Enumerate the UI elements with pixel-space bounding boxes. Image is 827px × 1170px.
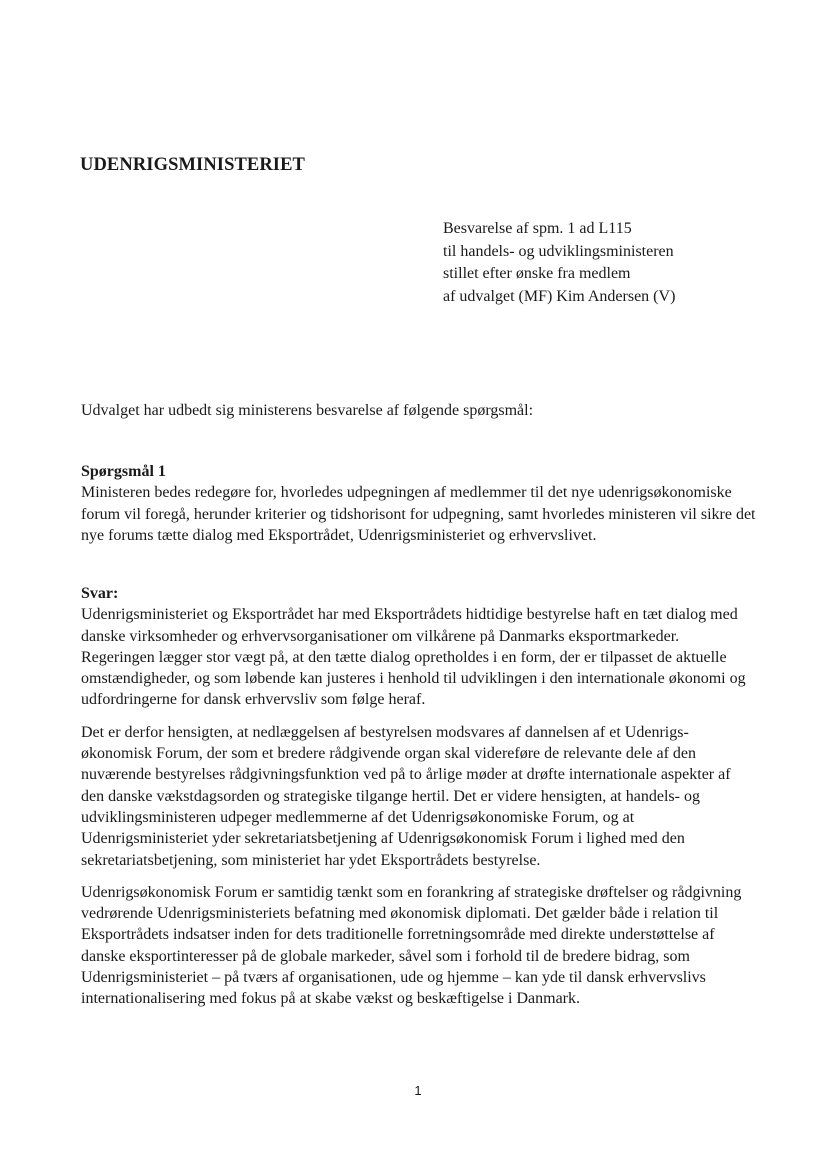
recipient-line: Besvarelse af spm. 1 ad L115 <box>443 220 632 237</box>
recipient-line: af udvalget (MF) Kim Andersen (V) <box>443 287 676 305</box>
recipient-block <box>443 218 675 308</box>
answer-heading: Svar: <box>81 585 119 602</box>
question-heading: Spørgsmål 1 <box>81 463 166 480</box>
answer-paragraph: Udenrigsministeriet og Eksportrådet har med Eksportrådets hidtidige bestyrelse haft en tæt dialog med danske virksomheder og erhvervsorganisationer om vilkårene på Danmarks eksportmarkeder. Regeringen lægger stor vægt på, at den tætte dialog opretholdes i en form, der er tilpasset de aktuelle omstændigheder, og som løbende kan justeres i henhold til udviklingen i den internationale økonomi og udfordringerne for dansk erhvervsliv som følge heraf. <box>81 606 746 709</box>
answer-paragraph: Det er derfor hensigten, at nedlæggelsen af bestyrelsen modsvares af dannelsen af et Udenrigs-økonomisk Forum, der som et bredere rådgivende organ skal videreføre de relevante dele af den nuværende bestyrelses rådgivningsfunktion ved på to årlige møder at drøfte internationale aspekter af den danske vækstdagsorden og strategiske tilgange hertil. Det er videre hensigten, at handels- og udviklingsministeren udpeger medlemmerne af det Udenrigsøkonomiske Forum, og at Udenrigsministeriet yder sekretariatsbetjening af Udenrigsøkonomisk Forum i lighed med den sekretariatsbetjening, som ministeriet har ydet Eksportrådets bestyrelse. <box>81 723 731 869</box>
question-text: Ministeren bedes redegøre for, hvorledes udpegningen af medlemmer til det nye udenrigsøkonomiske forum vil foregå, herunder kriterier og tidshorisont for udpegning, samt hvorledes ministeren vil sikre det nye forums tætte dialog med Eksportrådet, Udenrigsministeriet og erhvervslivet. <box>81 484 756 544</box>
recipient-line: stillet efter ønske fra medlem <box>443 265 631 282</box>
question-section <box>81 461 756 546</box>
page-number: 1 <box>414 1083 422 1098</box>
answer-paragraph: Udenrigsøkonomisk Forum er samtidig tænkt som en forankring af strategiske drøftelser og rådgivning vedrørende Udenrigsministeriets befatning med økonomisk diplomati. Det gælder både i relation til Eksportrådets indsatser inden for dets traditionelle forretningsområde med direkte understøttelse af danske eksportinteresser på de globale markeder, såvel som i forhold til de bredere bidrag, som Udenrigsministeriet – på tværs af organisationen, ude og hjemme – kan yde til dansk erhvervslivs internationalisering med fokus på at skabe vækst og beskæftigelse i Danmark. <box>81 883 742 1008</box>
intro-text: Udvalget har udbedt sig ministerens besvarelse af følgende spørgsmål: <box>81 402 534 419</box>
answer-section <box>81 583 756 1010</box>
recipient-line: til handels- og udviklingsministeren <box>443 242 674 260</box>
ministry-heading: UDENRIGSMINISTERIET <box>80 155 305 175</box>
